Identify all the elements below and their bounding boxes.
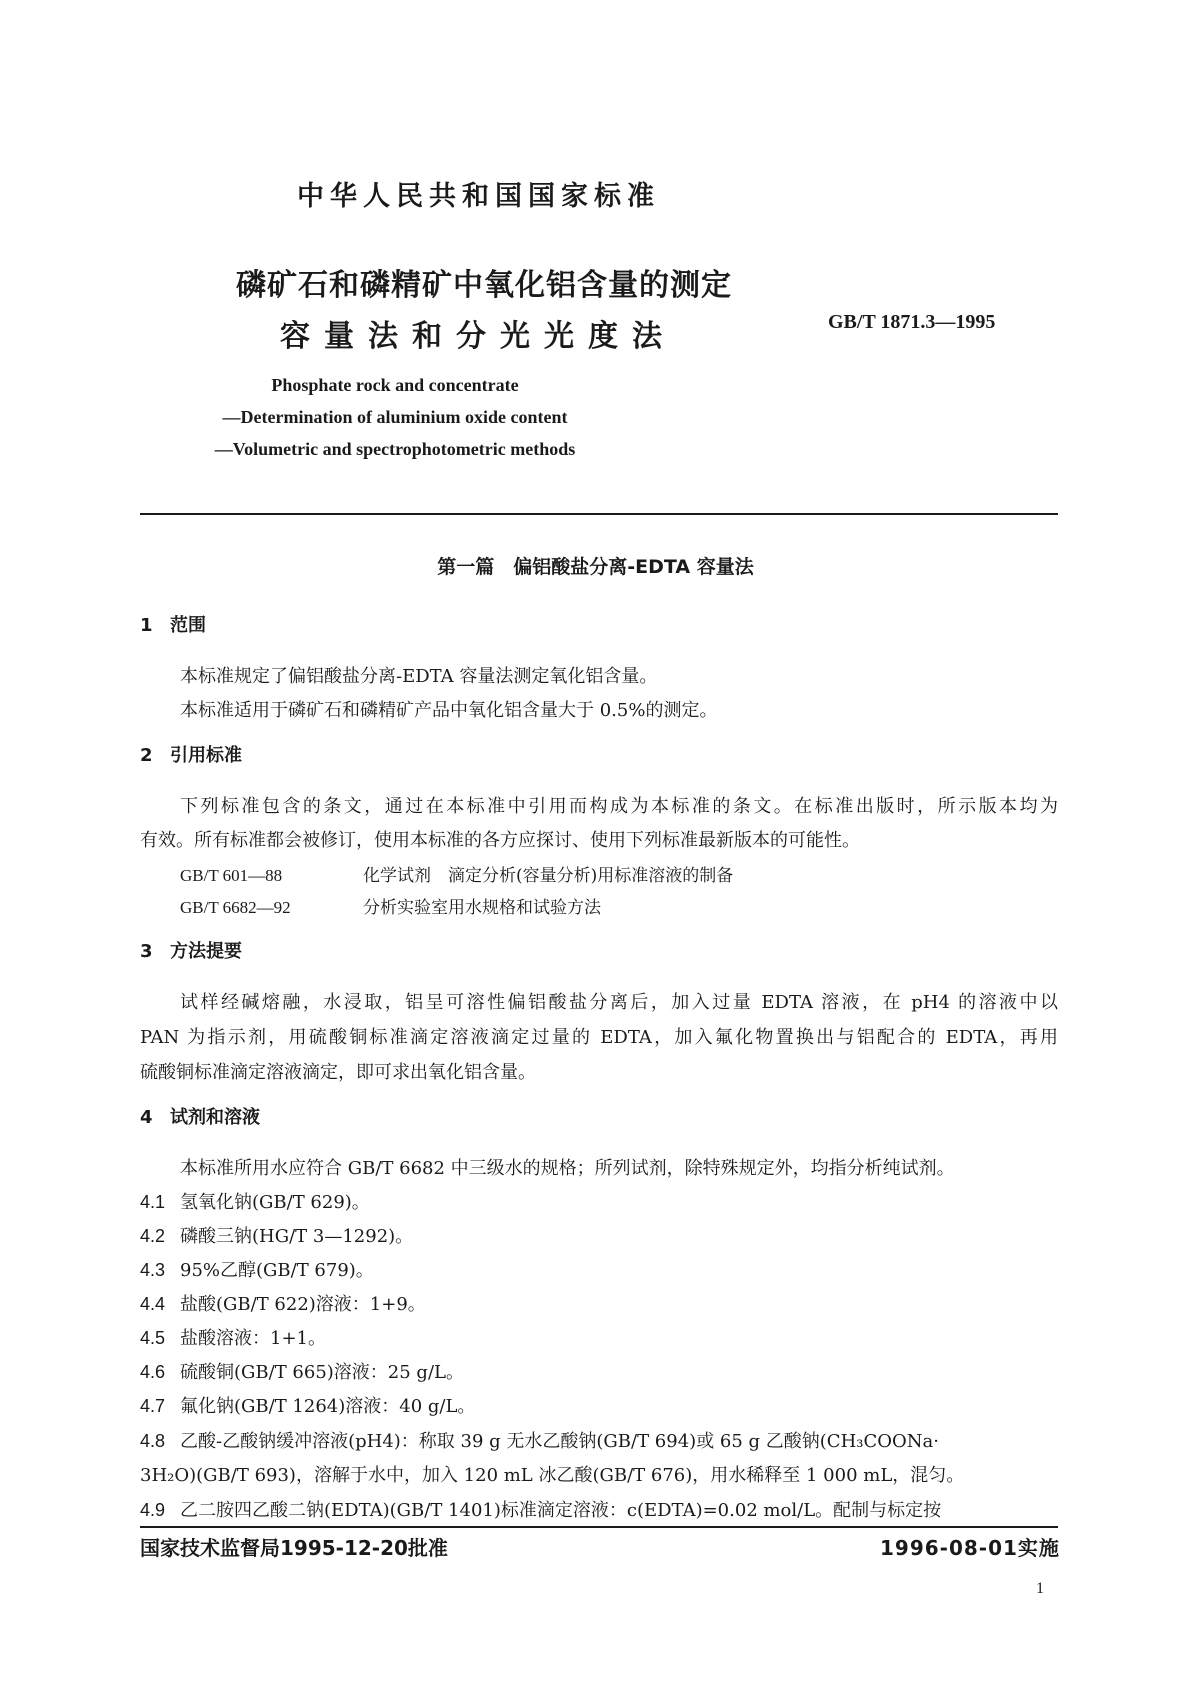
section-heading-scope <box>140 611 206 637</box>
item-text: 硫酸铜(GB/T 665)溶液：25 g/L。 <box>180 1362 464 1383</box>
section-number: 1 <box>140 615 153 636</box>
paragraph: PAN 为指示剂，用硫酸铜标准滴定溶液滴定过量的 EDTA，加入氟化物置换出与铝配合的 EDTA，再用 <box>140 1027 1058 1048</box>
item-text: 盐酸(GB/T 622)溶液：1+9。 <box>180 1294 426 1315</box>
reference-code: GB/T 601—88 <box>180 866 283 885</box>
section-heading-reagents <box>140 1103 260 1129</box>
paragraph: 本标准所用水应符合 GB/T 6682 中三级水的规格；所列试剂，除特殊规定外，均指分析纯试剂。 <box>180 1158 955 1179</box>
item-text: 氢氧化钠(GB/T 629)。 <box>180 1192 370 1213</box>
english-title-line2: —Determination of aluminium oxide content <box>222 407 568 427</box>
reagent-item <box>140 1222 413 1248</box>
section-title: 方法提要 <box>170 941 242 962</box>
item-text: 盐酸溶液：1+1。 <box>180 1328 326 1349</box>
section-title: 引用标准 <box>170 745 242 766</box>
paragraph: 硫酸铜标准滴定溶液滴定，即可求出氧化铝含量。 <box>140 1062 536 1083</box>
item-number: 4.2 <box>140 1226 166 1246</box>
footer-divider <box>140 1526 1058 1528</box>
english-title-line1: Phosphate rock and concentrate <box>271 375 519 395</box>
item-text: 磷酸三钠(HG/T 3—1292)。 <box>180 1226 414 1247</box>
document-title-line1: 磷矿石和磷精矿中氧化铝含量的测定 <box>236 268 732 303</box>
reagent-item <box>140 1358 464 1384</box>
section-heading-method-summary <box>140 937 242 963</box>
section-number: 2 <box>140 745 153 766</box>
reagent-item <box>140 1427 939 1453</box>
section-number: 4 <box>140 1107 153 1128</box>
item-text: 乙二胺四乙酸二钠(EDTA)(GB/T 1401)标准滴定溶液：c(EDTA)=0.02 mol/L。配制与标定按 <box>180 1500 942 1521</box>
effective-date: 1996-08-01实施 <box>880 1536 1060 1560</box>
approval-line: 国家技术监督局1995-12-20批准 <box>140 1536 448 1560</box>
paragraph: 下列标准包含的条文，通过在本标准中引用而构成为本标准的条文。在标准出版时，所示版本均为 <box>180 796 1058 817</box>
section-title: 范围 <box>170 615 206 636</box>
item-number: 4.7 <box>140 1396 166 1416</box>
section-number: 3 <box>140 941 153 962</box>
document-title-line2: 容量法和分光光度法 <box>280 319 676 354</box>
item-number: 4.6 <box>140 1362 166 1382</box>
reference-item <box>180 893 601 918</box>
section-heading-references <box>140 741 242 767</box>
reference-title: 分析实验室用水规格和试验方法 <box>363 898 601 918</box>
reagent-item <box>140 1256 374 1282</box>
item-text: 3H₂O)(GB/T 693)，溶解于水中，加入 120 mL 冰乙酸(GB/T 676)，用水稀释至 1 000 mL，混匀。 <box>140 1465 965 1486</box>
part-title: 第一篇 偏铝酸盐分离-EDTA 容量法 <box>437 556 754 578</box>
page-number: 1 <box>1036 1580 1044 1597</box>
reagent-item <box>140 1324 326 1350</box>
reagent-item <box>140 1496 941 1522</box>
section-title: 试剂和溶液 <box>170 1107 260 1128</box>
reagent-item <box>140 1188 370 1214</box>
item-number: 4.4 <box>140 1294 166 1314</box>
item-number: 4.9 <box>140 1500 166 1520</box>
item-number: 4.5 <box>140 1328 166 1348</box>
paragraph: 本标准规定了偏铝酸盐分离-EDTA 容量法测定氧化铝含量。 <box>180 666 658 687</box>
reference-code: GB/T 6682—92 <box>180 898 291 917</box>
item-number: 4.8 <box>140 1431 166 1451</box>
item-text: 乙酸-乙酸钠缓冲溶液(pH4)：称取 39 g 无水乙酸钠(GB/T 694)或 65 g 乙酸钠(CH₃COONa· <box>180 1431 939 1452</box>
standard-code: GB/T 1871.3—1995 <box>828 311 996 333</box>
reagent-item-continuation <box>140 1461 964 1487</box>
header-divider <box>140 513 1058 515</box>
item-number: 4.3 <box>140 1260 166 1280</box>
english-title-line3: —Volumetric and spectrophotometric methods <box>214 439 576 459</box>
reference-item <box>180 861 733 886</box>
paragraph: 有效。所有标准都会被修订，使用本标准的各方应探讨、使用下列标准最新版本的可能性。 <box>140 830 860 851</box>
item-text: 95%乙醇(GB/T 679)。 <box>180 1260 374 1281</box>
national-standard-heading: 中华人民共和国国家标准 <box>297 181 660 212</box>
item-text: 氟化钠(GB/T 1264)溶液：40 g/L。 <box>180 1396 476 1417</box>
paragraph: 本标准适用于磷矿石和磷精矿产品中氧化铝含量大于 0.5%的测定。 <box>180 700 718 721</box>
reagent-item <box>140 1392 475 1418</box>
reference-title: 化学试剂 滴定分析(容量分析)用标准溶液的制备 <box>363 866 734 886</box>
reagent-item <box>140 1290 426 1316</box>
item-number: 4.1 <box>140 1192 166 1212</box>
paragraph: 试样经碱熔融，水浸取，铝呈可溶性偏铝酸盐分离后，加入过量 EDTA 溶液，在 pH4 的溶液中以 <box>180 992 1058 1013</box>
